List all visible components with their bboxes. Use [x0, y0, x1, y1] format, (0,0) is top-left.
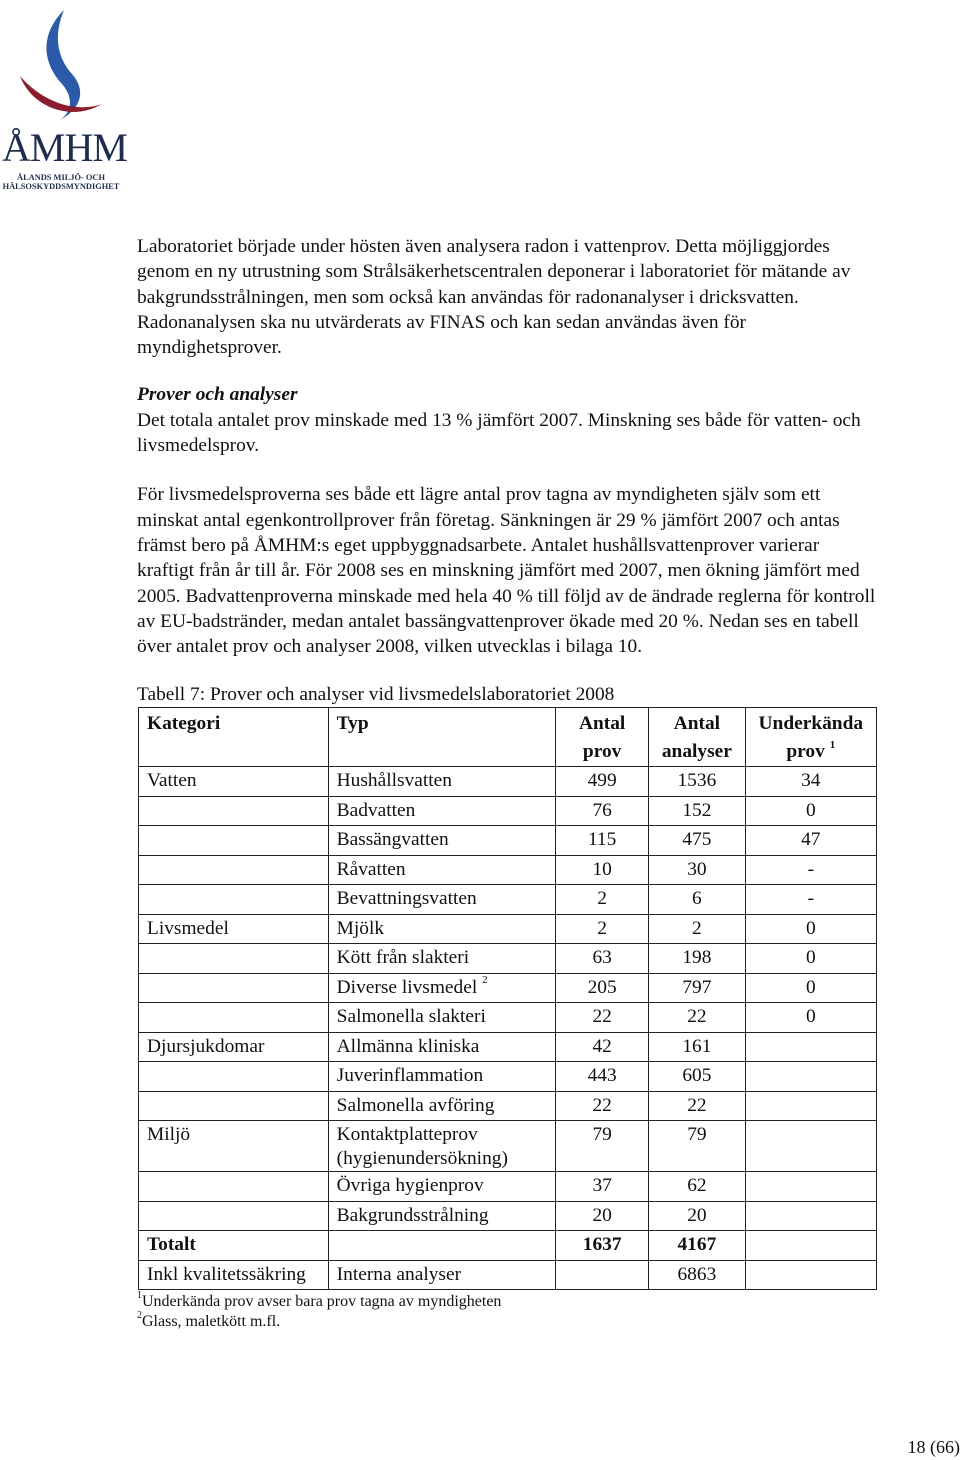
cell-kategori: [139, 826, 329, 856]
page-number: 18 (66): [907, 1437, 960, 1457]
table-row: [139, 914, 877, 944]
header-typ: Typ: [328, 708, 555, 767]
cell-underkanda: 0: [745, 944, 876, 974]
cell-typ: Kött från slakteri: [328, 944, 555, 974]
cell-kategori: Miljö: [139, 1121, 329, 1172]
cell-typ: Övriga hygienprov: [328, 1172, 555, 1202]
paragraph-livsmedel: För livsmedelsproverna ses både ett lägre antal prov tagna av myndigheten själv som ett minskat antal egenkontrollprover från företag. Sänkningen är 29 % jämfört 2007 och antas främst bero på ÅMHM:s eget uppbyggnadsarbete. Antalet hushållsvattenprover varierar kraftigt från år till år. För 2008 ses en minskning jämfört med 2007, men ökning jämfört med 2005. Badvattenproverna minskade med hela 40 % till följd av de ändrade reglerna för kontroll av EU-badstränder, medan antalet bassängvattenprover ökade med 20 %. Nedan ses en tabell över antalet prov och analyser 2008, vilken utvecklas i bilaga 10.: [137, 484, 876, 658]
cell-analyser: 20: [649, 1201, 745, 1231]
cell-analyser: 79: [649, 1121, 745, 1172]
cell-analyser: 22: [649, 1003, 745, 1033]
cell-underkanda: [745, 1121, 876, 1172]
header-kategori: Kategori: [139, 708, 329, 767]
table-row: [139, 944, 877, 974]
cell-typ: Allmänna kliniska: [328, 1032, 555, 1062]
cell-prov: [556, 1260, 649, 1290]
paragraph-total: Det totala antalet prov minskade med 13 % jämfört 2007. Minskning ses både för vatten- och livsmedelsprov.: [137, 409, 861, 457]
table-row: [139, 1172, 877, 1202]
cell-prov: 2: [556, 885, 649, 915]
cell-prov: 205: [556, 973, 649, 1003]
cell-prov: 499: [556, 767, 649, 797]
cell-prov: 76: [556, 796, 649, 826]
cell-kategori: Djursjukdomar: [139, 1032, 329, 1062]
logo-subtitle-line2: HÄLSOSKYDDSMYNDIGHET: [2, 182, 120, 191]
cell-kategori: [139, 1003, 329, 1033]
table-row: [139, 1201, 877, 1231]
table-total-row: [139, 1231, 877, 1261]
cell-prov: 37: [556, 1172, 649, 1202]
cell-underkanda: 47: [745, 826, 876, 856]
cell-underkanda: -: [745, 885, 876, 915]
cell-prov: 1637: [556, 1231, 649, 1261]
cell-kategori: Inkl kvalitetssäkring: [139, 1260, 329, 1290]
table-row: [139, 973, 877, 1003]
footnote-marker: 2: [482, 974, 488, 987]
table-row: [139, 1032, 877, 1062]
table-row: [139, 1091, 877, 1121]
cell-kategori: [139, 796, 329, 826]
cell-underkanda: [745, 1062, 876, 1092]
table-row: [139, 855, 877, 885]
cell-underkanda: [745, 1091, 876, 1121]
logo-subtitle: [2, 173, 120, 191]
organization-logo: [2, 4, 127, 194]
cell-prov: 42: [556, 1032, 649, 1062]
cell-underkanda: 0: [745, 1003, 876, 1033]
table-row: [139, 1003, 877, 1033]
cell-kategori: [139, 1201, 329, 1231]
table-row: [139, 826, 877, 856]
logo-subtitle-line1: ÅLANDS MILJÖ- OCH: [17, 173, 105, 182]
cell-analyser: 152: [649, 796, 745, 826]
flame-logo-icon: [2, 4, 120, 128]
cell-underkanda: [745, 1201, 876, 1231]
cell-prov: 79: [556, 1121, 649, 1172]
cell-underkanda: 0: [745, 973, 876, 1003]
table-row: [139, 1121, 877, 1172]
table-row: [139, 885, 877, 915]
cell-analyser: 198: [649, 944, 745, 974]
cell-kategori: [139, 1062, 329, 1092]
cell-typ: Salmonella slakteri: [328, 1003, 555, 1033]
cell-typ: Kontaktplatteprov (hygienundersökning): [328, 1121, 555, 1172]
document-body: [137, 234, 877, 1332]
cell-underkanda: 0: [745, 914, 876, 944]
cell-typ: Diverse livsmedel $^2$: [328, 973, 555, 1003]
cell-analyser: 30: [649, 855, 745, 885]
footnote-2: $^2$Glass, maletkött m.fl.: [137, 1310, 281, 1331]
cell-kategori: [139, 1172, 329, 1202]
cell-typ: Bassängvatten: [328, 826, 555, 856]
cell-prov: 115: [556, 826, 649, 856]
cell-underkanda: [745, 1172, 876, 1202]
cell-typ: Bakgrundsstrålning: [328, 1201, 555, 1231]
cell-typ: Salmonella avföring: [328, 1091, 555, 1121]
cell-typ: Råvatten: [328, 855, 555, 885]
cell-typ: Hushållsvatten: [328, 767, 555, 797]
cell-analyser: 2: [649, 914, 745, 944]
section-heading: Prover och analyser: [137, 384, 298, 406]
cell-kategori: [139, 885, 329, 915]
cell-typ: Bevattningsvatten: [328, 885, 555, 915]
table-caption: Tabell 7: Prover och analyser vid livsmedelslaboratoriet 2008: [137, 684, 615, 706]
cell-analyser: 6: [649, 885, 745, 915]
cell-kategori: [139, 944, 329, 974]
cell-analyser: 605: [649, 1062, 745, 1092]
cell-prov: 22: [556, 1003, 649, 1033]
cell-kategori: [139, 855, 329, 885]
cell-typ: Juverinflammation: [328, 1062, 555, 1092]
cell-prov: 2: [556, 914, 649, 944]
header-underkanda: Underkända prov $^1$: [745, 708, 876, 767]
cell-analyser: 1536: [649, 767, 745, 797]
table-row: [139, 767, 877, 797]
cell-underkanda: [745, 1260, 876, 1290]
table-row: [139, 796, 877, 826]
cell-typ: Mjölk: [328, 914, 555, 944]
cell-prov: 22: [556, 1091, 649, 1121]
footnote-1: $^1$Underkända prov avser bara prov tagna av myndigheten: [137, 1290, 502, 1311]
cell-typ: Interna analyser: [328, 1260, 555, 1290]
cell-analyser: 4167: [649, 1231, 745, 1261]
cell-analyser: 797: [649, 973, 745, 1003]
cell-kategori: Livsmedel: [139, 914, 329, 944]
cell-prov: 20: [556, 1201, 649, 1231]
logo-wordmark: ÅMHM: [2, 125, 127, 170]
cell-underkanda: -: [745, 855, 876, 885]
cell-analyser: 6863: [649, 1260, 745, 1290]
cell-prov: 63: [556, 944, 649, 974]
cell-prov: 10: [556, 855, 649, 885]
cell-kategori: [139, 1091, 329, 1121]
cell-kategori: Totalt: [139, 1231, 329, 1261]
cell-underkanda: [745, 1032, 876, 1062]
table-row: [139, 1062, 877, 1092]
cell-analyser: 161: [649, 1032, 745, 1062]
cell-analyser: 22: [649, 1091, 745, 1121]
cell-typ: [328, 1231, 555, 1261]
cell-analyser: 475: [649, 826, 745, 856]
footnotes: [137, 1292, 877, 1332]
header-antal-prov: Antal prov: [556, 708, 649, 767]
cell-underkanda: 0: [745, 796, 876, 826]
table-header-row: [139, 708, 877, 767]
paragraph-radon: Laboratoriet började under hösten även analysera radon i vattenprov. Detta möjliggjordes genom en ny utrustning som Strålsäkerhetscentralen deponerar i laboratoriet för mätande av bakgrundsstrålningen, men som också kan användas för radonanalyser i dricksvatten. Radonanalysen ska nu utvärderats av FINAS och kan sedan användas även för myndighetsprover.: [137, 236, 851, 359]
cell-typ-line2: (hygienundersökning): [336, 1148, 508, 1170]
cell-underkanda: [745, 1231, 876, 1261]
cell-typ: Badvatten: [328, 796, 555, 826]
table-row: [139, 1260, 877, 1290]
cell-analyser: 62: [649, 1172, 745, 1202]
cell-kategori: [139, 973, 329, 1003]
samples-table: [138, 707, 877, 1290]
cell-prov: 443: [556, 1062, 649, 1092]
header-antal-analyser: Antal analyser: [649, 708, 745, 767]
cell-kategori: Vatten: [139, 767, 329, 797]
cell-underkanda: 34: [745, 767, 876, 797]
